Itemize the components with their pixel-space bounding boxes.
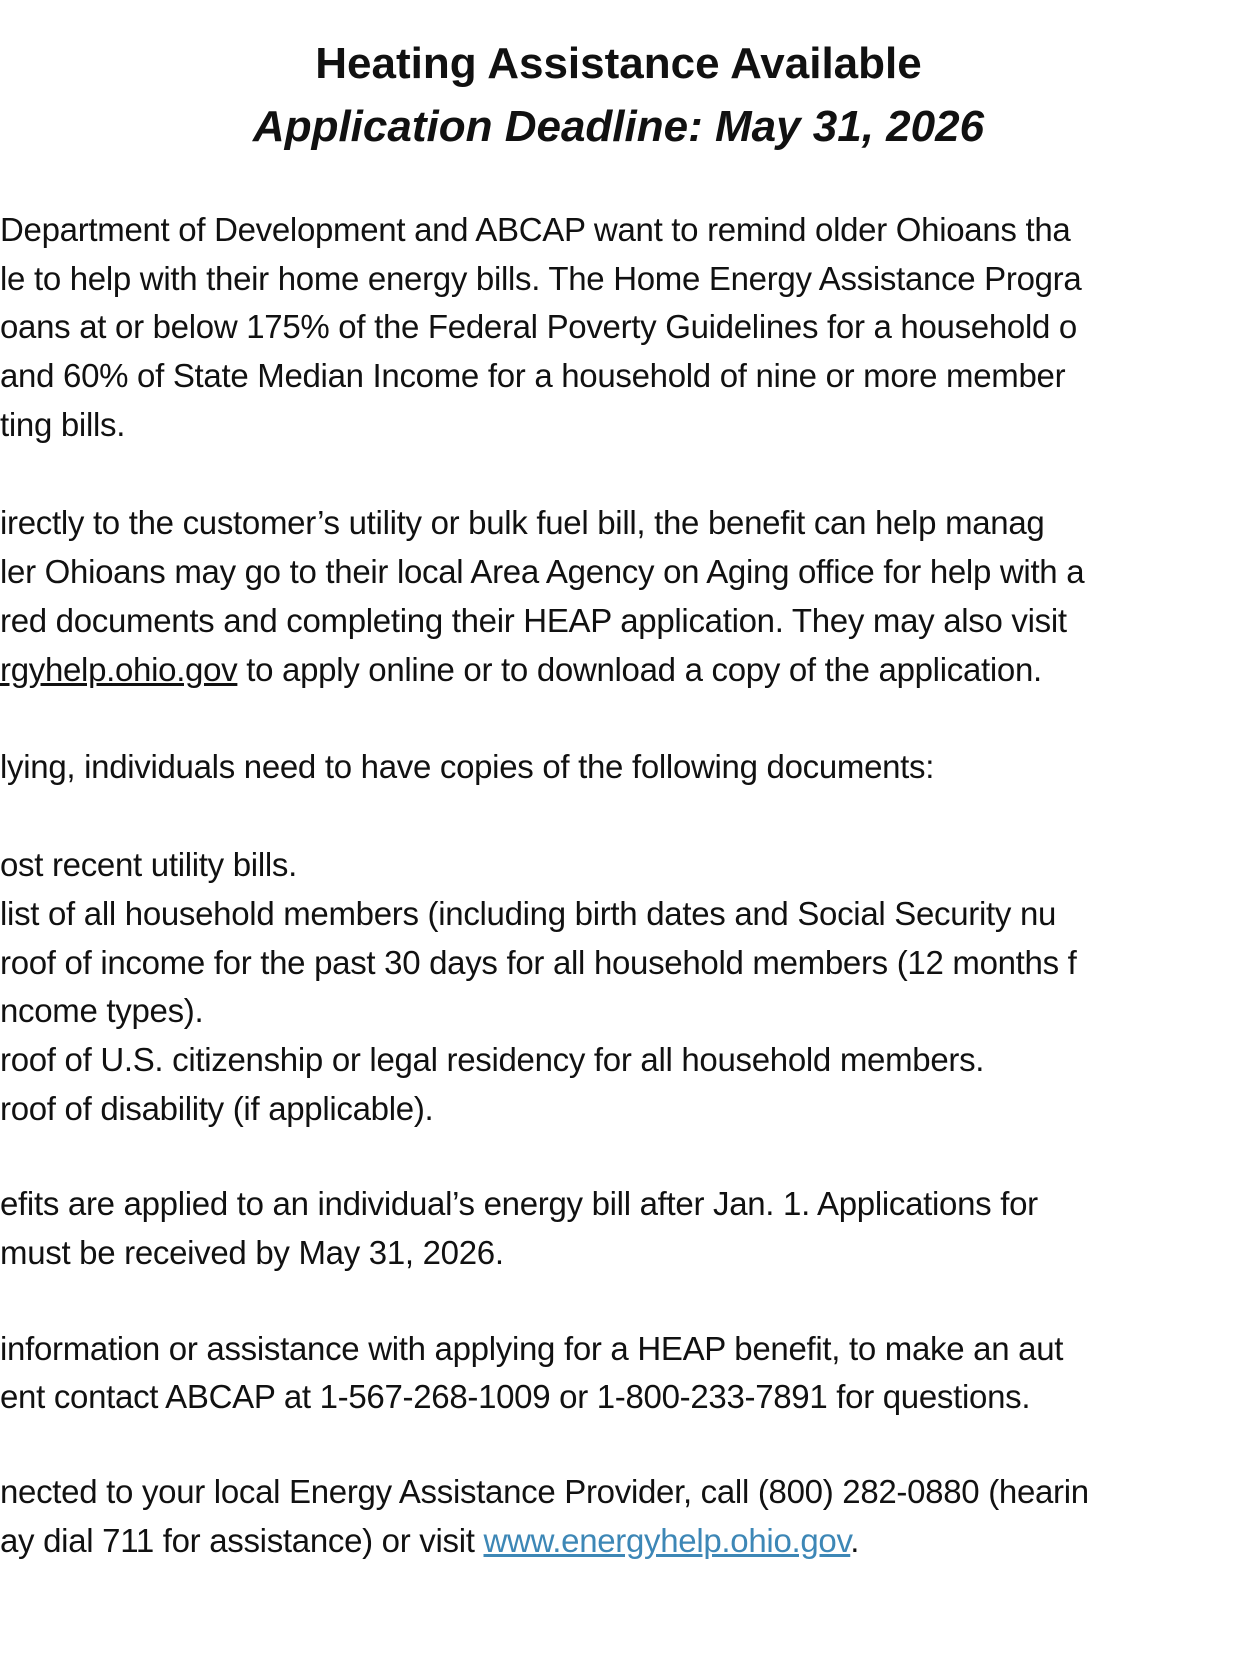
list-item: roof of income for the past 30 days for all household members (12 months f xyxy=(0,944,1077,981)
paragraph-4-line: efits are applied to an individual’s energy bill after Jan. 1. Applications for xyxy=(0,1185,1038,1222)
paragraph-4-line: must be received by May 31, 2026. xyxy=(0,1234,504,1271)
list-item: roof of U.S. citizenship or legal residency for all household members. xyxy=(0,1041,985,1078)
paragraph-1-line: ting bills. xyxy=(0,406,126,443)
paragraph-1-line: and 60% of State Median Income for a household of nine or more member xyxy=(0,357,1066,394)
paragraph-6-line: nected to your local Energy Assistance Provider, call (800) 282-0880 (hearin xyxy=(0,1473,1089,1510)
paragraph-2-line: irectly to the customer’s utility or bulk fuel bill, the benefit can help manag xyxy=(0,504,1045,541)
paragraph-2-tail: to apply online or to download a copy of the application. xyxy=(237,651,1042,688)
list-item: roof of disability (if applicable). xyxy=(0,1090,434,1127)
paragraph-2-line: red documents and completing their HEAP application. They may also visit xyxy=(0,602,1067,639)
energyhelp-link-fragment[interactable]: rgyhelp.ohio.gov xyxy=(0,651,238,688)
paragraph-5-line: information or assistance with applying for a HEAP benefit, to make an aut xyxy=(0,1330,1064,1367)
paragraph-6-suffix: . xyxy=(850,1522,860,1559)
paragraph-1-line: Department of Development and ABCAP want to remind older Ohioans tha xyxy=(0,211,1071,248)
paragraph-5-line: ent contact ABCAP at 1-567-268-1009 or 1-800-233-7891 for questions. xyxy=(0,1378,1031,1415)
list-item: ncome types). xyxy=(0,992,204,1029)
list-item: list of all household members (including birth dates and Social Security nu xyxy=(0,895,1057,932)
list-item: ost recent utility bills. xyxy=(0,846,297,883)
energyhelp-link[interactable]: www.energyhelp.ohio.gov xyxy=(483,1522,851,1559)
documents-intro: lying, individuals need to have copies of the following documents: xyxy=(0,748,935,785)
paragraph-2-line xyxy=(0,645,1042,695)
paragraph-2-line: ler Ohioans may go to their local Area Agency on Aging office for help with a xyxy=(0,553,1085,590)
deadline-subtitle: Application Deadline: May 31, 2026 xyxy=(252,102,985,151)
page-title: Heating Assistance Available xyxy=(315,39,922,88)
paragraph-1-line: oans at or below 175% of the Federal Poverty Guidelines for a household o xyxy=(0,308,1077,345)
paragraph-6-prefix: ay dial 711 for assistance) or visit xyxy=(0,1522,484,1559)
paragraph-6-line xyxy=(0,1516,859,1566)
paragraph-1-line: le to help with their home energy bills. The Home Energy Assistance Progra xyxy=(0,260,1082,297)
